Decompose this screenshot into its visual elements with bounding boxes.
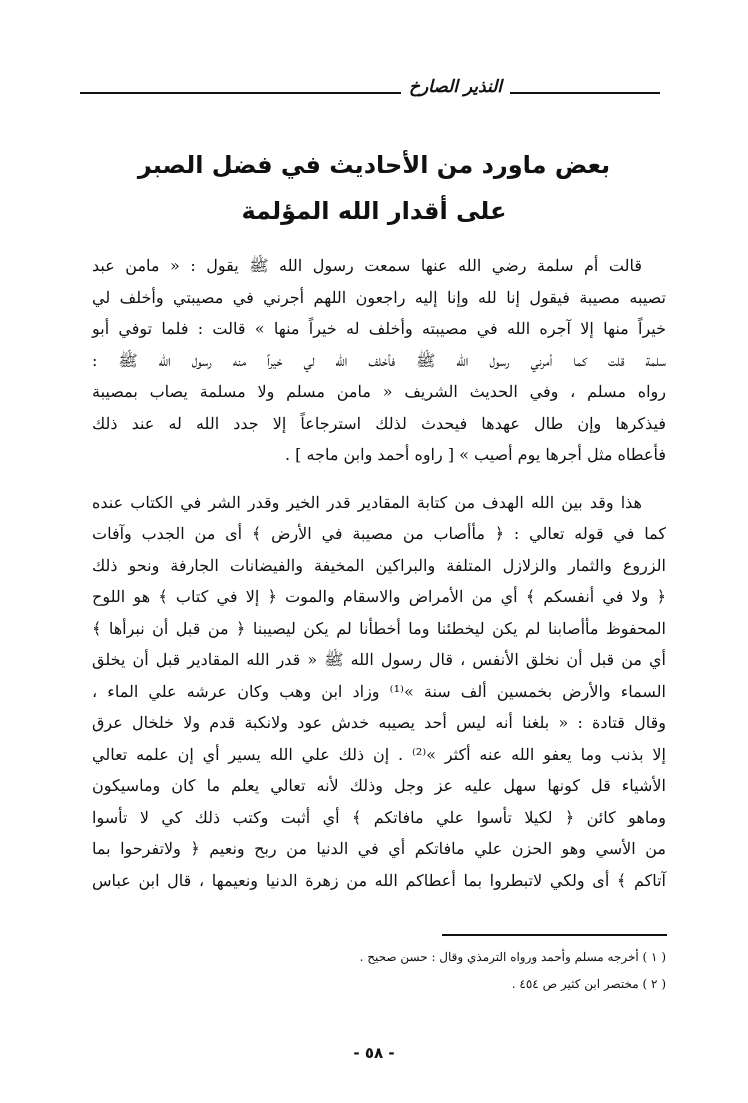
footnote-2: ( ٢ ) مختصر ابن كثير ص ٤٥٤ . (511, 977, 666, 991)
paragraph-1 (92, 250, 666, 471)
text-line: الأشياء قل كونها سهل عليه عز وجل وذلك لأنه تعالي يعلم ما كان وماسيكون (92, 776, 666, 795)
text-line: وماهو كائن ﴿ لكيلا تأسوا علي مافاتكم ﴾ أي أثبت وكتب ذلك كي لا تأسوا (92, 807, 666, 827)
text-line: ﴿ ولا في أنفسكم ﴾ أي من الأمراض والاسقام والموت ﴿ إلا في كتاب ﴾ هو اللوح (92, 587, 666, 606)
chapter-title (60, 142, 688, 234)
text-line: وقال قتادة : « بلغنا أنه ليس أحد يصيبه خدش عود ولانكبة قدم ولا خلخال عرق (92, 713, 666, 732)
chapter-title-line-1: بعض ماورد من الأحاديث في فضل الصبر (137, 151, 611, 179)
text-line: السماء والأرض بخمسين ألف سنة »⁽¹⁾ وزاد ابن وهب وكان عرشه علي الماء ، (92, 681, 667, 701)
text-line: كما في قوله تعالي : ﴿ مأأصاب من مصيبة في الأرض ﴾ أى من الجدب وآفات (92, 524, 666, 543)
text-line: خيراً منها إلا آجره الله في مصيبته وأخلف له خيراً منها » قالت : فلما توفي أبو (92, 319, 666, 338)
footnote-1: ( ١ ) أخرجه مسلم وأحمد ورواه الترمذي وقال : حسن صحيح . (359, 950, 666, 964)
text-line: قالت أم سلمة رضي الله عنها سمعت رسول الله ﷺ يقول : « مامن عبد (92, 256, 642, 275)
body-text (92, 250, 666, 896)
text-line: المحفوظ مأأصابنا لم يكن ليخطئنا وما أخطأنا لم يكن ليصيبنا ﴿ من قبل أن نبرأها ﴾ (92, 618, 666, 638)
chapter-title-line-2: على أقدار الله المؤلمة (241, 197, 507, 225)
running-title: النذير الصارخ (409, 77, 502, 97)
footnote-divider (442, 934, 667, 936)
text-line: سلمة قلت كما أمرني رسول الله ﷺ فأخلف الله لي خيراً منه رسول الله ﷺ : (92, 350, 666, 370)
text-line: تصيبه مصيبة فيقول إنا لله وإنا إليه راجعون اللهم أجرني في مصيبتي وأخلف لي (92, 287, 666, 307)
running-header (80, 74, 660, 98)
text-line: الزروع والثمار والزلازل المتلفة والبراكين المخيفة والفيضانات الجارفة ونحو ذلك (92, 555, 666, 575)
text-line: أي من قبل أن نخلق الأنفس ، قال رسول الله ﷺ « قدر الله المقادير قبل أن يخلق (92, 650, 666, 669)
text-line: إلا بذنب وما يعفو الله عنه أكثر »⁽²⁾ . إن ذلك علي الله يسير أي إن علمه تعالي (92, 744, 666, 764)
text-line: فيذكرها وإن طال عهدها فيحدث لذلك استرجاعاً إلا جدد الله له عند ذلك (92, 413, 666, 433)
text-line: آتاكم ﴾ أى ولكي لاتبطروا بما أعطاكم الله من زهرة الدنيا ونعيمها ، قال ابن عباس (92, 870, 666, 890)
text-line: رواه مسلم ، وفي الحديث الشريف « مامن مسلم ولا مسلمة يصاب بمصيبة (92, 382, 666, 401)
footnotes (92, 944, 666, 998)
text-line: هذا وقد بين الله الهدف من كتابة المقادير قدر الخير وقدر الشر في الكتاب عنده (92, 492, 642, 512)
text-line: من الأسي وهو الحزن علي مافاتكم أي في الدنيا من ربح ونعيم ﴿ ولاتفرحوا بما (92, 839, 666, 858)
paragraph-spacer (92, 471, 666, 487)
paragraph-2 (92, 487, 666, 897)
header-rule-right (510, 92, 660, 94)
text-line: فأعطاه مثل أجرها يوم أصيب » [ راوه أحمد وابن ماجه ] . (284, 445, 666, 464)
page-number: - ٥٨ - (353, 1044, 395, 1062)
header-rule-left (80, 92, 401, 94)
